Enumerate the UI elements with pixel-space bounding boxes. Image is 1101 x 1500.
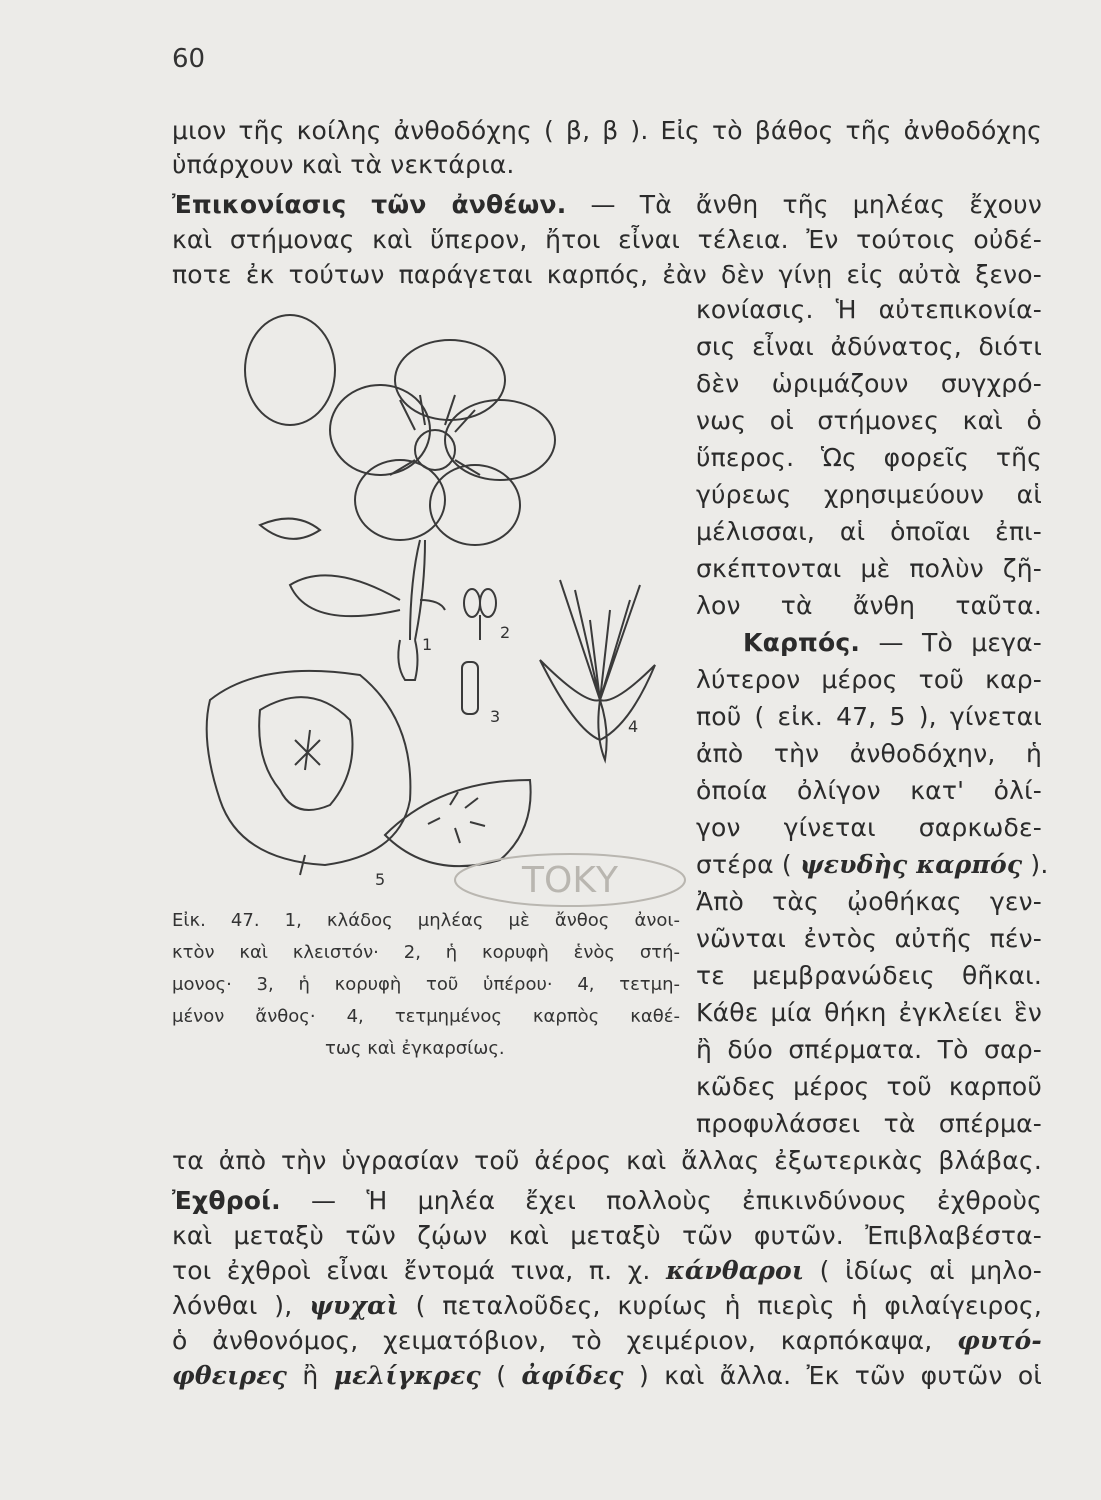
term-moths: ψυχαὶ: [309, 1291, 399, 1320]
figure-label-1: 1: [422, 635, 433, 654]
figure-caption-line: μονος· 3, ἡ κορυφὴ τοῦ ὑπέρου· 4, τετμη-: [172, 974, 680, 995]
text-span: — Τὰ ἄνθη τῆς μηλέας ἔχουν: [566, 190, 1042, 219]
figure-label-2: 2: [500, 623, 511, 642]
text-line: [696, 850, 1049, 879]
figure-caption-line: Εἰκ. 47. 1, κλάδος μηλέας μὲ ἄνθος ἀνοι-: [172, 910, 680, 931]
text-line: [172, 1326, 1042, 1355]
pollination-paragraph-first-line: [172, 190, 1042, 219]
text-span: ) καὶ ἄλλα. Ἐκ τῶν φυτῶν οἱ: [623, 1361, 1042, 1390]
text-span: (: [480, 1361, 522, 1390]
text-line: μέλισσαι, αἱ ὁποῖαι ἐπι-: [696, 517, 1042, 546]
text-span: στέρα (: [696, 850, 801, 879]
page-number: 60: [172, 44, 206, 74]
text-line: δὲν ὡριμάζουν συγχρό-: [696, 369, 1042, 398]
section-heading-fruit: Καρπός.: [743, 628, 861, 657]
text-line: σκέπτονται μὲ πολὺν ζῆ-: [696, 554, 1042, 583]
text-line: καὶ μεταξὺ τῶν ζῴων καὶ μεταξὺ τῶν φυτῶν. Ἐπιβλαβέστα-: [172, 1221, 1042, 1250]
fruit-paragraph-first-line: [743, 628, 1042, 657]
text-span: τοι ἐχθροὶ εἶναι ἔντομά τινα, π. χ.: [172, 1256, 666, 1285]
text-line: ποῦ ( εἰκ. 47, 5 ), γίνεται: [696, 702, 1042, 731]
text-line: [172, 1291, 1042, 1320]
text-span: ( ἰδίως αἱ μηλο-: [804, 1256, 1042, 1285]
figure-label-3: 3: [490, 707, 501, 726]
text-span: ἢ: [287, 1361, 334, 1390]
text-span: ).: [1022, 850, 1049, 879]
text-line: τα ἀπὸ τὴν ὑγρασίαν τοῦ ἀέρος καὶ ἄλλας ἐξωτερικὰς βλάβας.: [172, 1146, 1042, 1175]
text-line: σις εἶναι ἀδύνατος, διότι: [696, 332, 1042, 361]
term-afides: ἀφίδες: [521, 1361, 624, 1390]
text-line: γον γίνεται σαρκωδε-: [696, 813, 1042, 842]
stamp-mark: [450, 850, 690, 910]
text-span: ὁ ἀνθονόμος, χειματόβιον, τὸ χειμέριον, καρπόκαψα,: [172, 1326, 958, 1355]
text-line: κῶδες μέρος τοῦ καρποῦ: [696, 1072, 1042, 1101]
term-beetles: κάνθαροι: [665, 1256, 805, 1285]
text-line: ὕπερος. Ὡς φορεῖς τῆς: [696, 443, 1042, 472]
term-aphids: μελίγκρες: [333, 1361, 481, 1390]
text-line: γύρεως χρησιμεύουν αἱ: [696, 480, 1042, 509]
text-line: τε μεμβρανώδεις θῆκαι.: [696, 961, 1042, 990]
text-span: λόνθαι ),: [172, 1291, 310, 1320]
text-line: ὑπάρχουν καὶ τὰ νεκτάρια.: [172, 150, 515, 179]
apple-blossom-illustration: [200, 300, 700, 900]
text-line: καὶ στήμονας καὶ ὕπερον, ἤτοι εἶναι τέλεια. Ἐν τούτοις οὐδέ-: [172, 225, 1042, 254]
text-line: νῶνται ἐντὸς αὐτῆς πέν-: [696, 924, 1042, 953]
text-line: Ἀπὸ τὰς ᾠοθήκας γεν-: [696, 887, 1042, 916]
stamen-detail-drawing: [464, 589, 496, 640]
figure-caption-line: κτὸν καὶ κλειστόν· 2, ἡ κορυφὴ ἑνὸς στή-: [172, 942, 680, 963]
text-line: Κάθε μία θήκη ἐγκλείει ἓν: [696, 998, 1042, 1027]
text-line: προφυλάσσει τὰ σπέρμα-: [696, 1109, 1042, 1138]
cut-apple-drawing: [207, 671, 531, 875]
enemies-paragraph-first-line: [172, 1186, 1042, 1215]
pistil-detail-drawing: [462, 662, 478, 714]
section-heading-enemies: Ἐχθροί.: [172, 1186, 281, 1215]
text-line: λον τὰ ἄνθη ταῦτα.: [696, 591, 1042, 620]
text-line: κονίασις. Ἡ αὐτεπικονία-: [696, 295, 1042, 324]
figure-caption-line: τως καὶ ἐγκαρσίως.: [325, 1038, 505, 1059]
text-line: μιον τῆς κοίλης ἀνθοδόχης ( β, β ). Εἰς τὸ βάθος τῆς ἀνθοδόχης: [172, 116, 1042, 145]
text-line: [172, 1361, 1042, 1390]
text-span: ( πεταλοῦδες, κυρίως ἡ πιερὶς ἡ φιλαίγειρος,: [398, 1291, 1042, 1320]
figure-caption-line: μένον ἄνθος· 4, τετμημένος καρπὸς καθέ-: [172, 1006, 680, 1027]
text-line: λύτερον μέρος τοῦ καρ-: [696, 665, 1042, 694]
term-pseudo-fruit: ψευδὴς καρπός: [800, 850, 1023, 879]
figure-label-4: 4: [628, 717, 639, 736]
term-phytophthires: φυτό-: [957, 1326, 1042, 1355]
text-span: — Ἡ μηλέα ἔχει πολλοὺς ἐπικινδύνους ἐχθροὺς: [280, 1186, 1042, 1215]
text-line: ποτε ἐκ τούτων παράγεται καρπός, ἐὰν δὲν γίνῃ εἰς αὐτὰ ξενο-: [172, 260, 1042, 289]
text-line: ὁποία ὀλίγον κατ' ὀλί-: [696, 776, 1042, 805]
term-phytophthires-cont: φθειρες: [172, 1361, 288, 1390]
text-line: [172, 1256, 1042, 1285]
section-heading-pollination: Ἐπικονίασις τῶν ἀνθέων.: [172, 190, 567, 219]
text-line: νως οἱ στήμονες καὶ ὁ: [696, 406, 1042, 435]
stamp-text: ΤΟΚΥ: [522, 860, 618, 901]
figure-label-5: 5: [375, 870, 386, 889]
text-line: ἀπὸ τὴν ἀνθοδόχην, ἡ: [696, 739, 1042, 768]
text-line: ἢ δύο σπέρματα. Τὸ σαρ-: [696, 1035, 1042, 1064]
text-span: — Τὸ μεγα-: [860, 628, 1042, 657]
